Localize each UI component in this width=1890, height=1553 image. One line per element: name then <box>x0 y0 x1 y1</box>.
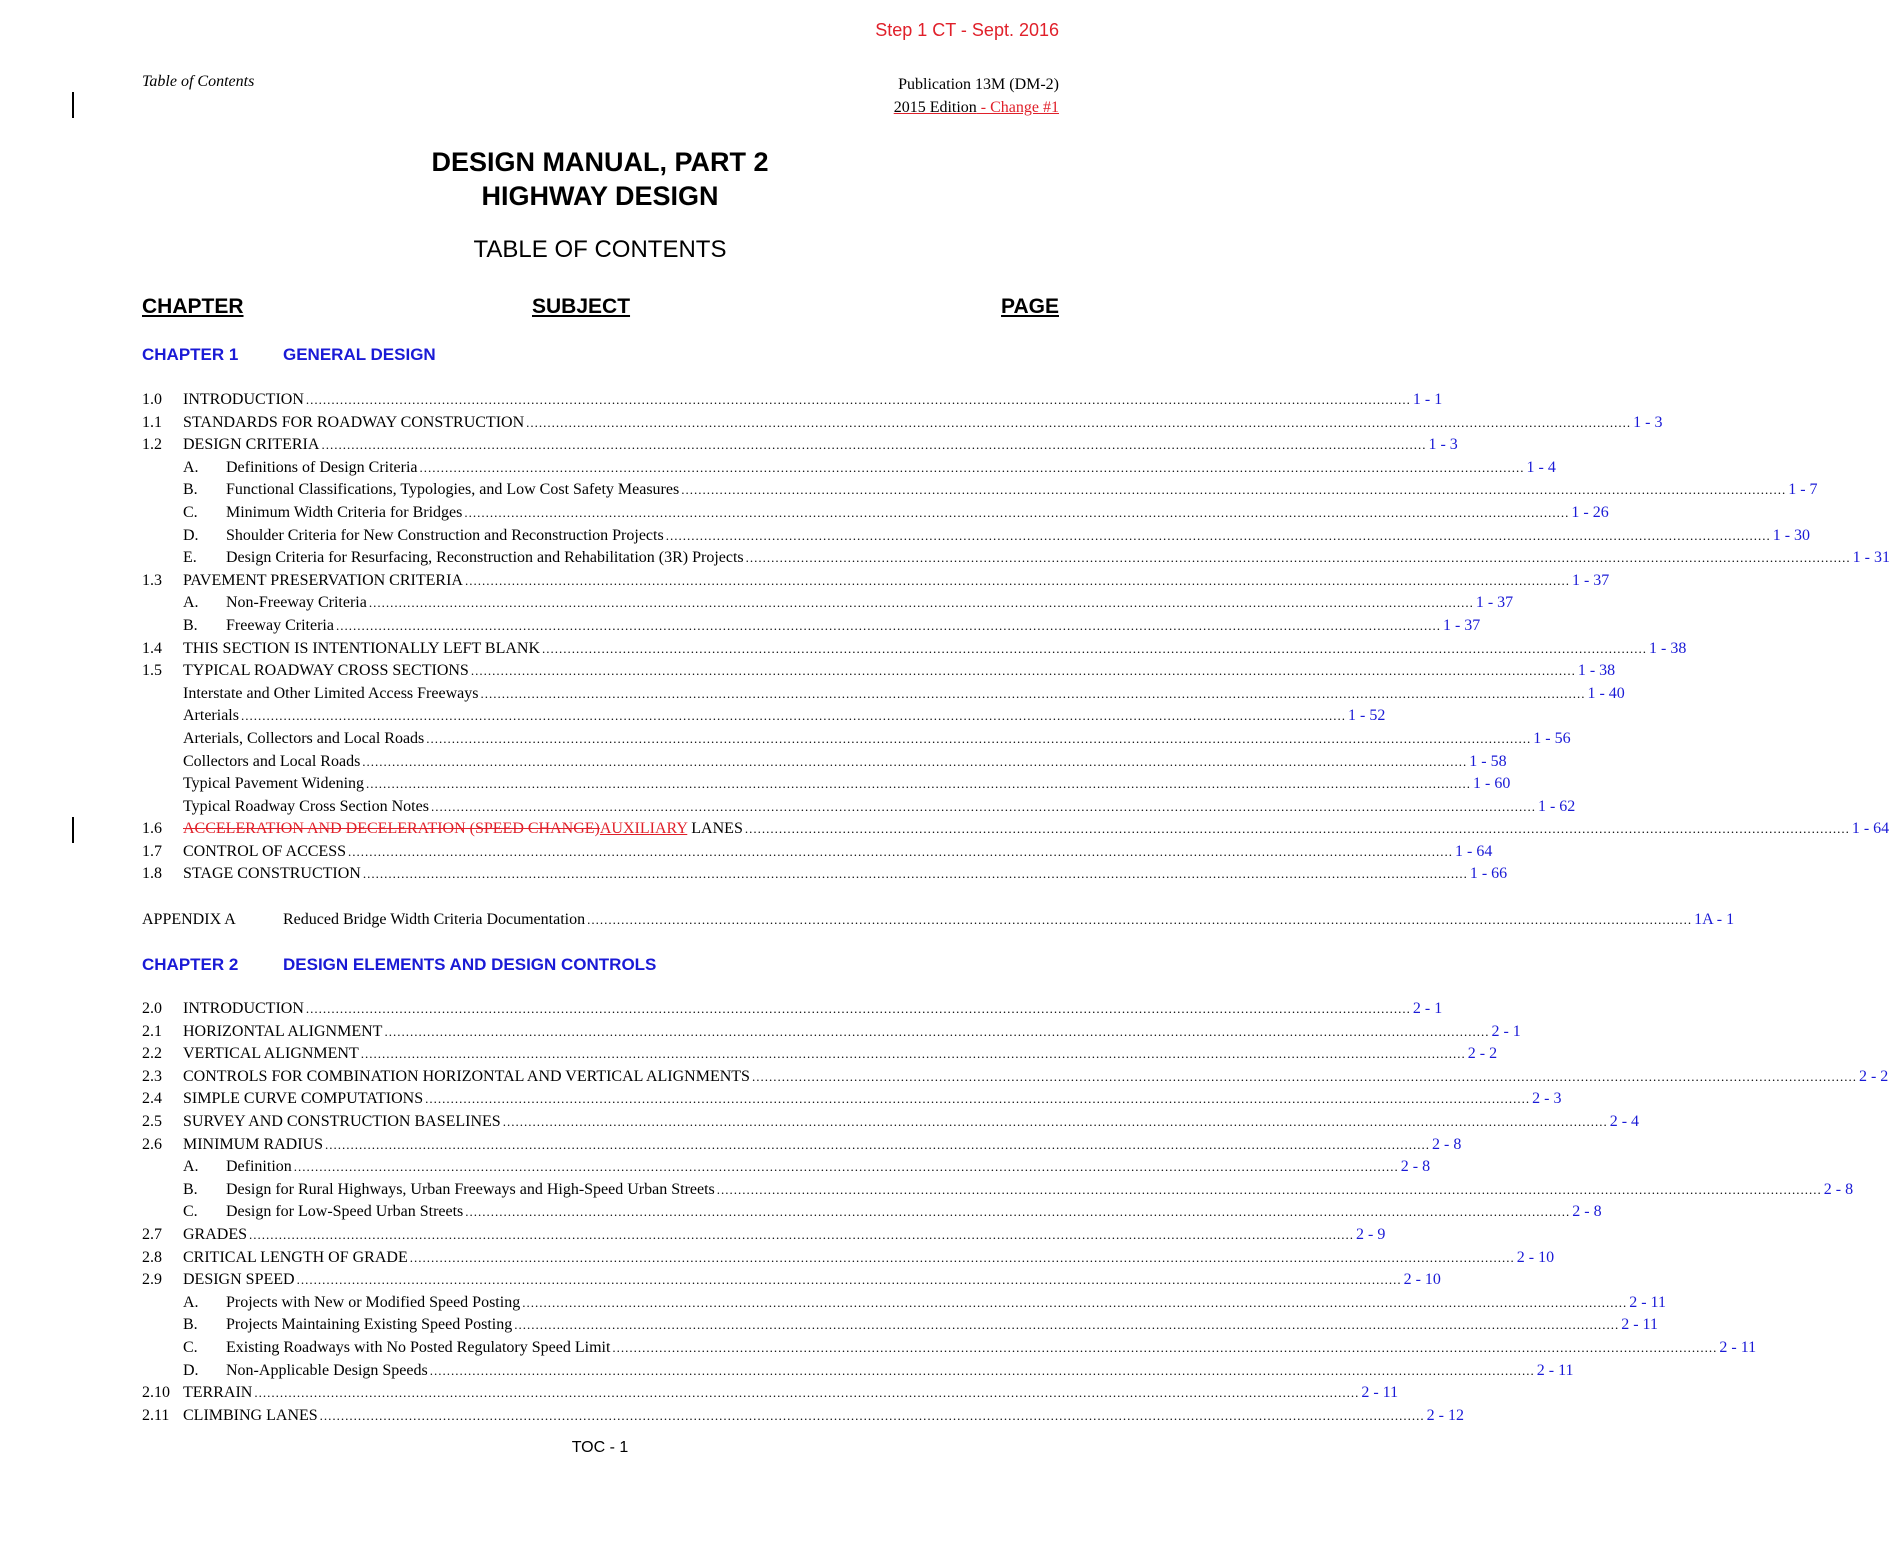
page-link[interactable]: 1 - 4 <box>1526 458 1556 476</box>
section-number: 2.2 <box>142 1045 162 1063</box>
page-link[interactable]: 1 - 40 <box>1587 684 1625 702</box>
toc-row[interactable] <box>142 1111 1640 1134</box>
section-title: Non-Freeway Criteria <box>226 594 367 612</box>
toc-row[interactable] <box>142 1156 1431 1179</box>
page-link[interactable]: 2 - 11 <box>1361 1384 1399 1402</box>
toc-row[interactable] <box>142 863 1508 886</box>
toc-row[interactable] <box>142 638 1687 661</box>
section-number: 1.4 <box>142 639 162 657</box>
dot-leader: .................................................................................................................................................................................................................................................................... <box>542 640 1648 656</box>
toc-heading: TABLE OF CONTENTS <box>473 236 727 263</box>
page-link[interactable]: 1 - 64 <box>1851 820 1890 838</box>
page-link[interactable]: 2 - 11 <box>1536 1361 1574 1379</box>
page-link[interactable]: 1 - 3 <box>1428 436 1458 454</box>
toc-row[interactable] <box>142 998 1443 1021</box>
page-link[interactable]: 2 - 9 <box>1356 1225 1386 1243</box>
dot-leader: .................................................................................................................................................................................................................................................................... <box>502 1113 1608 1129</box>
dot-leader: .................................................................................................................................................................................................................................................................... <box>480 685 1586 701</box>
page-link[interactable]: 2 - 4 <box>1609 1112 1640 1130</box>
section-number: 2.1 <box>142 1022 162 1040</box>
deleted-text: ACCELERATION AND DECELERATION (SPEED CHANGE) <box>183 820 600 838</box>
section-title: Arterials, Collectors and Local Roads <box>183 729 425 747</box>
section-title: INTRODUCTION <box>183 391 304 408</box>
dot-leader: .................................................................................................................................................................................................................................................................... <box>716 1181 1822 1197</box>
page-link[interactable]: 2 - 8 <box>1400 1158 1431 1176</box>
toc-row[interactable] <box>142 389 1443 412</box>
toc-row[interactable] <box>142 1405 1464 1428</box>
section-title: Typical Roadway Cross Section Notes <box>183 797 429 815</box>
page-link[interactable]: 1 - 60 <box>1473 775 1511 793</box>
section-title: Non-Applicable Design Speeds <box>226 1361 428 1379</box>
toc-row[interactable] <box>142 1066 1889 1089</box>
toc-row[interactable] <box>142 660 1616 683</box>
page-link[interactable]: 1A - 1 <box>1694 911 1735 928</box>
chapter-2-heading[interactable] <box>142 955 656 975</box>
section-title: TERRAIN <box>183 1384 253 1402</box>
subsection-letter: E. <box>183 549 197 567</box>
dot-leader: .................................................................................................................................................................................................................................................................... <box>465 1204 1571 1220</box>
toc-row[interactable] <box>142 615 1481 638</box>
section-title: Projects Maintaining Existing Speed Posting <box>226 1316 513 1334</box>
subsection-letter: C. <box>183 1338 198 1356</box>
section-title: TYPICAL ROADWAY CROSS SECTIONS <box>183 662 469 680</box>
toc-row[interactable] <box>142 773 1511 796</box>
page-link[interactable]: 2 - 2 <box>1467 1045 1498 1063</box>
subsection-letter: C. <box>183 503 198 521</box>
dot-leader: .................................................................................................................................................................................................................................................................... <box>751 1068 1857 1084</box>
dot-leader: .................................................................................................................................................................................................................................................................... <box>612 1339 1718 1355</box>
subsection-letter: B. <box>183 616 198 634</box>
page-link[interactable]: 1 - 62 <box>1537 797 1576 815</box>
section-number: 2.7 <box>142 1225 162 1243</box>
page-footer: TOC - 1 <box>571 1439 629 1456</box>
chapter-number: CHAPTER 2 <box>142 955 239 974</box>
chapter-number: CHAPTER 1 <box>142 345 239 364</box>
section-title: Functional Classifications, Typologies, and Low Cost Safety Measures <box>226 481 680 499</box>
dot-leader: .................................................................................................................................................................................................................................................................... <box>368 595 1474 611</box>
change-bar <box>72 817 74 843</box>
dot-leader: .................................................................................................................................................................................................................................................................... <box>409 1249 1515 1265</box>
dot-leader: .................................................................................................................................................................................................................................................................... <box>665 527 1771 543</box>
section-title: Design for Low-Speed Urban Streets <box>226 1203 464 1221</box>
toc-row[interactable] <box>142 1292 1666 1315</box>
section-number: 2.10 <box>142 1384 170 1402</box>
section-number: 1.1 <box>142 413 162 431</box>
section-title: ACCELERATION AND DECELERATION (SPEED CHANGE)AUXILIARY LANES <box>183 820 743 838</box>
dot-leader: .................................................................................................................................................................................................................................................................... <box>514 1317 1620 1333</box>
toc-row[interactable] <box>142 479 1818 502</box>
toc-row[interactable] <box>142 1201 1602 1224</box>
section-title: STANDARDS FOR ROADWAY CONSTRUCTION <box>183 413 525 431</box>
subsection-letter: B. <box>183 1180 198 1198</box>
section-title: SURVEY AND CONSTRUCTION BASELINES <box>183 1112 501 1130</box>
appendix-a-entry[interactable] <box>142 909 1735 932</box>
chapter-1-entries <box>142 389 1890 886</box>
dot-leader: .................................................................................................................................................................................................................................................................... <box>360 1046 1466 1062</box>
toc-row[interactable] <box>142 457 1556 480</box>
section-number: 1.2 <box>142 436 162 454</box>
subsection-letter: D. <box>183 1361 199 1379</box>
edition-text: 2015 Edition <box>893 99 977 116</box>
change-note: - Change #1 <box>976 99 1059 116</box>
section-number: 2.5 <box>142 1112 162 1130</box>
toc-row[interactable] <box>142 1134 1462 1157</box>
dot-leader: .................................................................................................................................................................................................................................................................... <box>429 1362 1535 1378</box>
section-title: THIS SECTION IS INTENTIONALLY LEFT BLANK <box>183 639 541 657</box>
page-link[interactable]: 1 - 37 <box>1475 594 1514 612</box>
page-link[interactable]: 2 - 12 <box>1426 1406 1464 1424</box>
section-number: 1.6 <box>142 820 162 838</box>
toc-row[interactable] <box>142 909 1735 932</box>
page-link[interactable]: 2 - 8 <box>1823 1180 1854 1198</box>
column-header-subject: SUBJECT <box>532 295 631 318</box>
chapter-2-entries <box>142 998 1889 1427</box>
section-number: 2.0 <box>142 1000 162 1017</box>
section-title: VERTICAL ALIGNMENT <box>183 1045 359 1063</box>
dot-leader: .................................................................................................................................................................................................................................................................... <box>293 1159 1399 1175</box>
page-link[interactable]: 1 - 31 <box>1852 549 1890 567</box>
column-header-chapter: CHAPTER <box>142 295 244 318</box>
header-section-title: Table of Contents <box>142 73 255 90</box>
section-title: GRADES <box>183 1225 248 1243</box>
dot-leader: .................................................................................................................................................................................................................................................................... <box>305 392 1411 407</box>
page-link[interactable]: 1 - 64 <box>1455 842 1493 860</box>
edition-line <box>894 96 1059 119</box>
toc-row[interactable] <box>142 841 1493 864</box>
toc-row[interactable] <box>142 502 1609 525</box>
section-title: CRITICAL LENGTH OF GRADE <box>183 1248 408 1266</box>
page-link[interactable]: 1 - 38 <box>1577 662 1616 680</box>
toc-row[interactable] <box>142 1179 1854 1202</box>
section-title: Arterials <box>183 707 239 725</box>
subsection-letter: A. <box>183 1293 199 1311</box>
section-number: 2.11 <box>142 1406 170 1424</box>
section-title: DESIGN CRITERIA <box>183 436 320 454</box>
subsection-letter: A. <box>183 1158 199 1176</box>
chapter-name: GENERAL DESIGN <box>283 345 436 364</box>
toc-row[interactable] <box>142 751 1507 774</box>
dot-leader: .................................................................................................................................................................................................................................................................... <box>362 753 1468 769</box>
page-link[interactable]: 1 - 37 <box>1571 571 1610 589</box>
section-number: 1.8 <box>142 865 162 883</box>
page-link[interactable]: 2 - 3 <box>1532 1090 1562 1108</box>
section-title: Projects with New or Modified Speed Posting <box>226 1293 521 1311</box>
subsection-letter: B. <box>183 481 198 499</box>
section-title: HORIZONTAL ALIGNMENT <box>183 1022 383 1040</box>
page-link[interactable]: 2 - 8 <box>1572 1203 1602 1221</box>
dot-leader: .................................................................................................................................................................................................................................................................... <box>526 414 1632 430</box>
section-title: Interstate and Other Limited Access Freeways <box>183 684 479 702</box>
page-link[interactable]: 2 - 2 <box>1858 1067 1889 1085</box>
page-link[interactable]: 1 - 1 <box>1412 391 1443 408</box>
section-title: Design Criteria for Resurfacing, Reconstruction and Rehabilitation (3R) Projects <box>226 549 744 567</box>
page-link[interactable]: 2 - 10 <box>1403 1271 1441 1289</box>
toc-row[interactable] <box>142 1360 1574 1383</box>
dot-leader: .................................................................................................................................................................................................................................................................... <box>335 617 1441 633</box>
page-link[interactable]: 2 - 11 <box>1621 1316 1658 1334</box>
page-link[interactable]: 1 - 26 <box>1571 503 1609 521</box>
toc-row[interactable] <box>142 547 1890 570</box>
change-bar <box>72 92 74 118</box>
document-subtitle: HIGHWAY DESIGN <box>481 181 719 211</box>
section-title: CONTROL OF ACCESS <box>183 842 346 860</box>
page-link[interactable]: 1 - 66 <box>1469 865 1508 883</box>
column-header-page: PAGE <box>1001 295 1059 318</box>
subsection-letter: D. <box>183 526 199 544</box>
section-title: CLIMBING LANES <box>183 1406 318 1424</box>
page-link[interactable]: 2 - 8 <box>1432 1135 1462 1153</box>
toc-row[interactable] <box>142 525 1811 548</box>
section-title: INTRODUCTION <box>183 1000 304 1017</box>
section-number: 1.7 <box>142 842 162 860</box>
dot-leader: .................................................................................................................................................................................................................................................................... <box>744 821 1850 837</box>
toc-row[interactable] <box>142 434 1458 457</box>
section-title: SIMPLE CURVE COMPUTATIONS <box>183 1090 424 1108</box>
section-title: Definition <box>226 1158 292 1176</box>
subsection-letter: C. <box>183 1203 198 1221</box>
section-title: Shoulder Criteria for New Construction and Reconstruction Projects <box>226 526 664 544</box>
section-title: Typical Pavement Widening <box>183 775 365 793</box>
toc-row[interactable] <box>142 1382 1399 1405</box>
section-title: Design for Rural Highways, Urban Freeways and High-Speed Urban Streets <box>226 1180 715 1198</box>
section-title: STAGE CONSTRUCTION <box>183 865 361 883</box>
revision-stamp: Step 1 CT - Sept. 2016 <box>875 20 1059 40</box>
toc-row[interactable] <box>142 1247 1555 1270</box>
dot-leader: .................................................................................................................................................................................................................................................................... <box>305 1001 1411 1016</box>
page-link[interactable]: 1 - 37 <box>1442 616 1481 634</box>
page-link[interactable]: 1 - 58 <box>1469 752 1507 770</box>
page-link[interactable]: 1 - 3 <box>1633 413 1663 431</box>
toc-row[interactable] <box>142 1088 1562 1111</box>
page-link[interactable]: 2 - 11 <box>1719 1338 1757 1356</box>
dot-leader: .................................................................................................................................................................................................................................................................... <box>249 1226 1355 1242</box>
toc-row[interactable] <box>142 796 1576 819</box>
subsection-letter: A. <box>183 594 199 612</box>
subsection-letter: A. <box>183 458 199 476</box>
dot-leader: .................................................................................................................................................................................................................................................................... <box>425 1091 1531 1107</box>
dot-leader: .................................................................................................................................................................................................................................................................... <box>681 482 1787 498</box>
dot-leader: .................................................................................................................................................................................................................................................................... <box>362 866 1468 882</box>
section-number: 2.4 <box>142 1090 162 1108</box>
toc-row[interactable] <box>142 412 1663 435</box>
page-link[interactable]: 1 - 38 <box>1649 639 1687 657</box>
dot-leader: .................................................................................................................................................................................................................................................................... <box>419 459 1525 475</box>
dot-leader: .................................................................................................................................................................................................................................................................... <box>366 776 1472 792</box>
dot-leader: .................................................................................................................................................................................................................................................................... <box>325 1136 1431 1152</box>
section-number: 2.9 <box>142 1271 162 1289</box>
dot-leader: .................................................................................................................................................................................................................................................................... <box>319 1407 1425 1423</box>
subsection-letter: B. <box>183 1316 198 1334</box>
section-title: Collectors and Local Roads <box>183 752 361 770</box>
dot-leader: .................................................................................................................................................................................................................................................................... <box>296 1272 1402 1288</box>
dot-leader: .................................................................................................................................................................................................................................................................... <box>426 730 1532 746</box>
toc-row[interactable] <box>142 1021 1521 1044</box>
section-number: 2.8 <box>142 1248 162 1266</box>
appendix-label: APPENDIX A <box>142 911 236 928</box>
dot-leader: .................................................................................................................................................................................................................................................................... <box>321 437 1427 453</box>
toc-row[interactable] <box>142 570 1610 593</box>
chapter-name: DESIGN ELEMENTS AND DESIGN CONTROLS <box>283 955 657 974</box>
section-title: Definitions of Design Criteria <box>226 458 418 476</box>
section-title: MINIMUM RADIUS <box>183 1135 324 1153</box>
dot-leader: .................................................................................................................................................................................................................................................................... <box>348 843 1453 859</box>
page-link[interactable]: 2 - 1 <box>1412 1000 1443 1017</box>
dot-leader: .................................................................................................................................................................................................................................................................... <box>240 708 1346 724</box>
section-title: CONTROLS FOR COMBINATION HORIZONTAL AND VERTICAL ALIGNMENTS <box>183 1067 750 1085</box>
section-title: Freeway Criteria <box>226 616 334 634</box>
section-title: DESIGN SPEED <box>183 1271 295 1289</box>
page-link[interactable]: 1 - 7 <box>1788 481 1818 499</box>
toc-row[interactable] <box>142 705 1386 728</box>
page-link[interactable]: 1 - 30 <box>1772 526 1811 544</box>
dot-leader: .................................................................................................................................................................................................................................................................... <box>745 550 1851 566</box>
section-title: PAVEMENT PRESERVATION CRITERIA <box>183 571 463 589</box>
dot-leader: .................................................................................................................................................................................................................................................................... <box>430 798 1536 814</box>
page-link[interactable]: 1 - 52 <box>1347 707 1386 725</box>
page-link[interactable]: 2 - 11 <box>1629 1293 1666 1311</box>
dot-leader: .................................................................................................................................................................................................................................................................... <box>522 1294 1628 1310</box>
toc-row[interactable] <box>142 1314 1658 1337</box>
dot-leader: .................................................................................................................................................................................................................................................................... <box>464 572 1570 588</box>
dot-leader: .................................................................................................................................................................................................................................................................... <box>254 1385 1360 1401</box>
toc-row[interactable] <box>142 683 1625 706</box>
section-number: 1.5 <box>142 662 162 680</box>
section-number: 1.0 <box>142 391 162 408</box>
page-link[interactable]: 1 - 56 <box>1533 729 1571 747</box>
header-publication-info <box>894 73 1059 119</box>
section-number: 2.3 <box>142 1067 162 1085</box>
toc-row[interactable] <box>142 818 1890 841</box>
page-link[interactable]: 2 - 1 <box>1491 1022 1521 1040</box>
section-title: Existing Roadways with No Posted Regulatory Speed Limit <box>226 1338 611 1356</box>
dot-leader: .................................................................................................................................................................................................................................................................... <box>464 504 1570 520</box>
toc-row[interactable] <box>142 1043 1498 1066</box>
section-number: 2.6 <box>142 1135 162 1153</box>
inserted-text: AUXILIARY <box>599 820 688 838</box>
dot-leader: .................................................................................................................................................................................................................................................................... <box>384 1023 1490 1039</box>
document-title: DESIGN MANUAL, PART 2 <box>431 147 769 177</box>
dot-leader: .................................................................................................................................................................................................................................................................... <box>587 912 1693 927</box>
toc-row[interactable] <box>142 592 1514 615</box>
appendix-title: Reduced Bridge Width Criteria Documentation <box>283 911 586 928</box>
section-title: Minimum Width Criteria for Bridges <box>226 503 463 521</box>
toc-row[interactable] <box>142 1269 1441 1292</box>
dot-leader: .................................................................................................................................................................................................................................................................... <box>470 663 1576 679</box>
toc-row[interactable] <box>142 1224 1386 1247</box>
chapter-1-heading[interactable] <box>142 345 436 365</box>
toc-row[interactable] <box>142 728 1571 751</box>
section-number: 1.3 <box>142 571 162 589</box>
page-link[interactable]: 2 - 10 <box>1516 1248 1555 1266</box>
publication-number: Publication 13M (DM-2) <box>898 76 1059 93</box>
toc-row[interactable] <box>142 1337 1757 1360</box>
